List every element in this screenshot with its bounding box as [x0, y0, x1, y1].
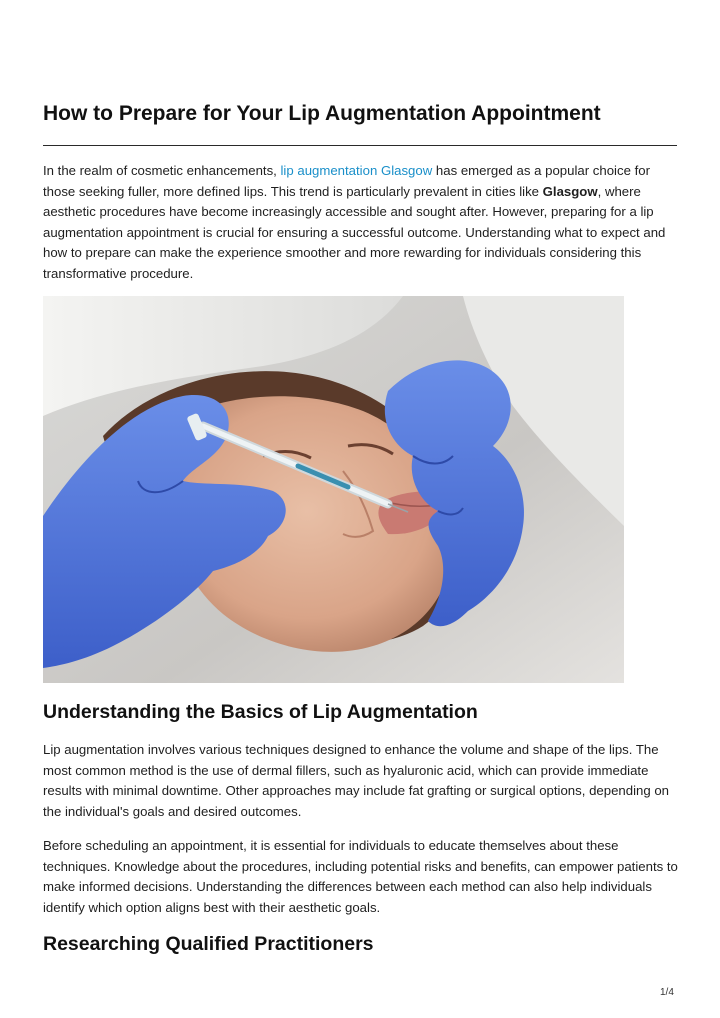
- lip-augmentation-glasgow-link[interactable]: lip augmentation Glasgow: [280, 163, 433, 178]
- basics-paragraph-1: Lip augmentation involves various techniques designed to enhance the volume and shape of the lips. The most common method is the use of dermal fillers, such as hyaluronic acid, which can provide immediate results with minimal downtime. Other approaches may include fat grafting or surgical options, depending on the individual's goals and desired outcomes.: [43, 742, 670, 819]
- section-heading-basics: Understanding the Basics of Lip Augmentation: [43, 701, 478, 723]
- basics-paragraph-2: Before scheduling an appointment, it is essential for individuals to educate themselves about these techniques. Knowledge about the procedures, including potential risks and benefits, can empower patients to make informed decisions. Understanding the differences between each method can also help individuals identify which option aligns best with their aesthetic goals.: [43, 838, 678, 915]
- intro-text-middle: has emerged as a popular choice for those seeking fuller, more defined lips. This trend is particularly prevalent in cities like: [43, 163, 650, 199]
- intro-paragraph: [43, 161, 679, 285]
- title-divider: [43, 145, 677, 146]
- intro-text-end: , where aesthetic procedures have become increasingly accessible and sought after. However, preparing for a lip augmentation appointment is crucial for ensuring a successful outcome. Understanding what to expect and how to prepare can make the experience smoother and more rewarding for individuals considering this transformative procedure.: [43, 183, 666, 281]
- intro-text-start: In the realm of cosmetic enhancements,: [43, 163, 281, 178]
- page-number: 1/4: [660, 987, 674, 998]
- page-title: How to Prepare for Your Lip Augmentation Appointment: [43, 102, 601, 125]
- lip-injection-photo: [43, 296, 624, 683]
- section-heading-practitioners: Researching Qualified Practitioners: [43, 933, 374, 955]
- glasgow-bold-text: Glasgow: [542, 183, 598, 199]
